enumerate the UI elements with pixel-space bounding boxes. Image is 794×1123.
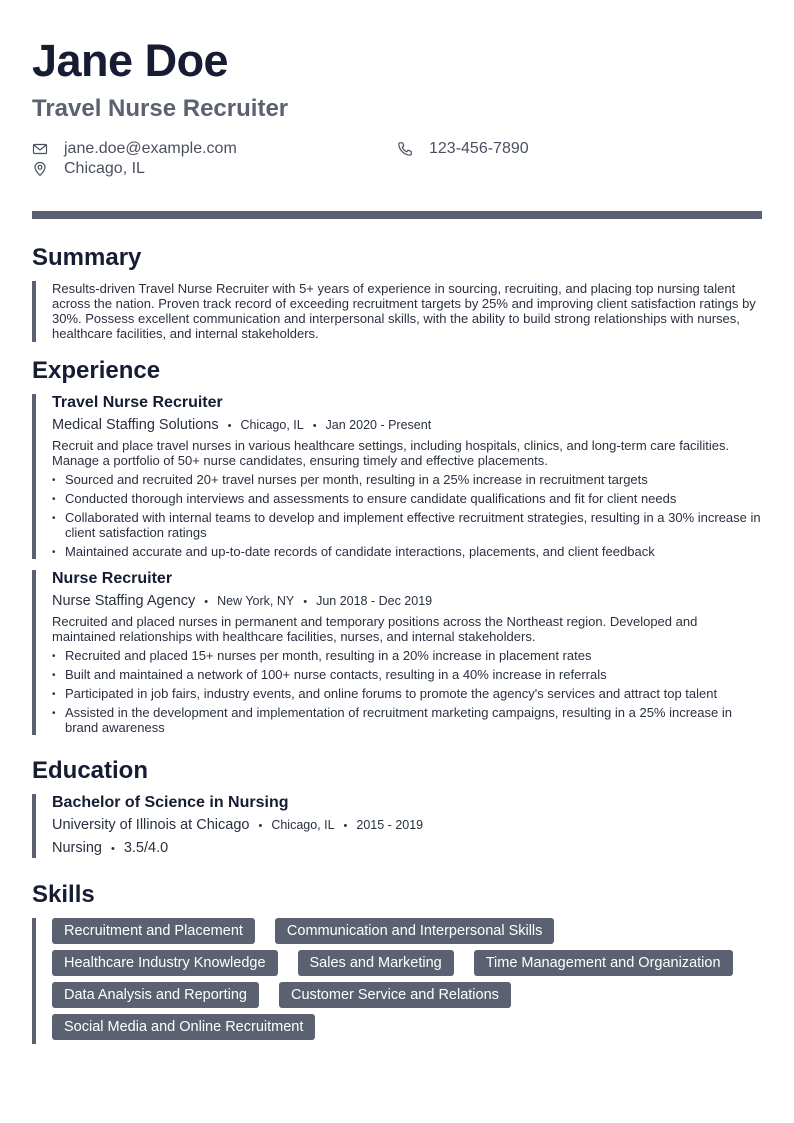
list-item: • Participated in job fairs, industry events, and online forums to promote the agency's services and attract top talent xyxy=(52,686,762,701)
skills-heading: Skills xyxy=(32,881,95,908)
job-title: Nurse Recruiter xyxy=(52,570,173,587)
list-item: • Built and maintained a network of 100+ nurse contacts, resulting in a 40% increase in referrals xyxy=(52,667,762,682)
separator-dot: • xyxy=(204,596,209,608)
separator-dot: • xyxy=(110,843,115,855)
job-meta xyxy=(52,592,762,611)
education-entry xyxy=(32,794,762,858)
header-divider xyxy=(32,211,762,219)
list-item: • Recruited and placed 15+ nurses per month, resulting in a 20% increase in placement rates xyxy=(52,648,762,663)
job-meta xyxy=(52,416,762,435)
job-entry xyxy=(32,570,762,735)
summary-block xyxy=(32,281,762,342)
job-description: Recruit and place travel nurses in various healthcare settings, including hospitals, clinics, and long-term care facilities. Manage a portfolio of 50+ nurse candidates, ensuring timely and effective placements. xyxy=(52,438,730,468)
job-location: Chicago, IL xyxy=(240,418,304,432)
job-dates: Jan 2020 - Present xyxy=(325,418,432,432)
contact-info xyxy=(32,139,762,178)
skill-chip: Sales and Marketing xyxy=(298,950,454,976)
education-dates: 2015 - 2019 xyxy=(356,818,424,832)
separator-dot: • xyxy=(303,596,308,608)
separator-dot: • xyxy=(227,420,232,432)
job-bullets xyxy=(52,472,762,559)
separator-dot: • xyxy=(343,820,348,832)
experience-heading: Experience xyxy=(32,357,161,384)
separator-dot: • xyxy=(258,820,263,832)
skill-chip: Customer Service and Relations xyxy=(279,982,511,1008)
school-location: Chicago, IL xyxy=(271,818,335,832)
job-company: Medical Staffing Solutions xyxy=(52,417,219,433)
gpa: 3.5/4.0 xyxy=(123,840,169,856)
education-section xyxy=(32,756,762,858)
location-text: Chicago, IL xyxy=(64,159,145,177)
resume-page xyxy=(32,34,762,1044)
contact-email[interactable] xyxy=(32,139,397,158)
education-heading: Education xyxy=(32,757,149,784)
education-details xyxy=(52,839,762,858)
degree-title: Bachelor of Science in Nursing xyxy=(52,794,289,811)
skill-chip: Time Management and Organization xyxy=(474,950,733,976)
skill-chip: Data Analysis and Reporting xyxy=(52,982,259,1008)
job-location: New York, NY xyxy=(217,594,295,608)
job-description: Recruited and placed nurses in permanent and temporary positions across the Northeast region. Developed and maintained relationships with healthcare facilities, nurses, and internal stakeholders. xyxy=(52,614,698,644)
skills-block xyxy=(32,918,762,1044)
header xyxy=(32,34,762,219)
candidate-title: Travel Nurse Recruiter xyxy=(32,95,289,122)
job-entry xyxy=(32,394,762,559)
school-name: University of Illinois at Chicago xyxy=(52,817,250,833)
skill-chip: Recruitment and Placement xyxy=(52,918,255,944)
list-item: • Maintained accurate and up-to-date records of candidate interactions, placements, and client feedback xyxy=(52,544,762,559)
list-item: • Conducted thorough interviews and assessments to ensure candidate qualifications and fit for client needs xyxy=(52,491,762,506)
field-of-study: Nursing xyxy=(52,840,102,856)
contact-phone[interactable] xyxy=(397,139,762,158)
candidate-name: Jane Doe xyxy=(32,35,229,86)
list-item: • Sourced and recruited 20+ travel nurses per month, resulting in a 25% increase in recruitment targets xyxy=(52,472,762,487)
skills-list xyxy=(52,918,766,1044)
skills-section xyxy=(32,880,762,1044)
summary-heading: Summary xyxy=(32,244,142,271)
summary-section xyxy=(32,243,762,342)
skill-chip: Social Media and Online Recruitment xyxy=(52,1014,315,1040)
skill-chip: Communication and Interpersonal Skills xyxy=(275,918,555,944)
mail-icon xyxy=(32,141,48,157)
job-company: Nurse Staffing Agency xyxy=(52,593,196,609)
job-bullets xyxy=(52,648,762,735)
map-pin-icon xyxy=(32,161,48,177)
education-meta xyxy=(52,816,762,835)
contact-location xyxy=(32,159,397,178)
skill-chip: Healthcare Industry Knowledge xyxy=(52,950,278,976)
phone-icon xyxy=(397,141,413,157)
summary-text: Results-driven Travel Nurse Recruiter with 5+ years of experience in sourcing, recruiting, and placing top nursing talent across the nation. Proven track record of exceeding recruitment targets by 25% and improving client satisfaction ratings by 30%. Possess excellent communication and interpersonal skills, with the ability to build strong relationships with nurses, healthcare facilities, and internal stakeholders. xyxy=(52,281,756,341)
experience-section xyxy=(32,356,762,735)
job-dates: Jun 2018 - Dec 2019 xyxy=(316,594,433,608)
list-item: • Collaborated with internal teams to develop and implement effective recruitment strategies, resulting in a 30% increase in client satisfaction ratings xyxy=(52,510,762,540)
list-item: • Assisted in the development and implementation of recruitment marketing campaigns, resulting in a 25% increase in brand awareness xyxy=(52,705,762,735)
email-text: jane.doe@example.com xyxy=(64,139,237,157)
separator-dot: • xyxy=(312,420,317,432)
phone-text: 123-456-7890 xyxy=(429,139,529,157)
job-title: Travel Nurse Recruiter xyxy=(52,394,223,411)
